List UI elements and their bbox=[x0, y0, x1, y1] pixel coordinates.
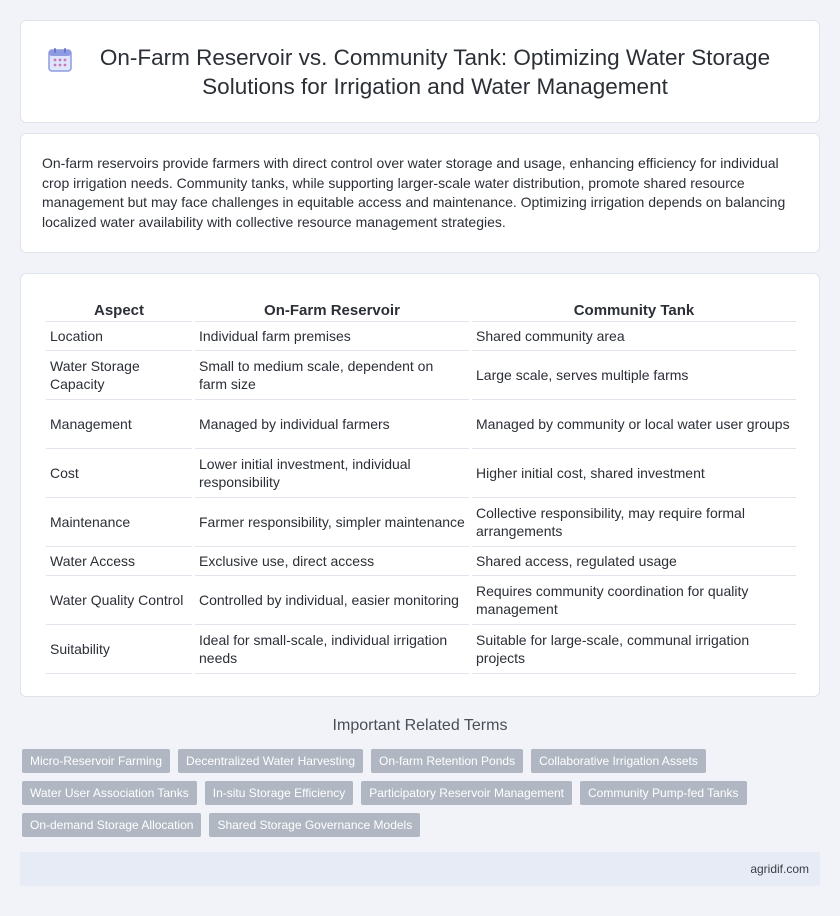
header-on-farm-reservoir: On-Farm Reservoir bbox=[195, 294, 469, 322]
cell-aspect: Water Access bbox=[46, 547, 192, 576]
cell-on-farm: Managed by individual farmers bbox=[195, 400, 469, 449]
cell-on-farm: Controlled by individual, easier monitoring bbox=[195, 576, 469, 625]
table-row bbox=[46, 351, 796, 400]
table-row bbox=[46, 576, 796, 625]
tag-participatory-reservoir-management[interactable]: Participatory Reservoir Management bbox=[361, 781, 572, 805]
tag-on-demand-storage-allocation[interactable]: On-demand Storage Allocation bbox=[22, 813, 201, 837]
cell-aspect: Management bbox=[46, 400, 192, 449]
header-aspect: Aspect bbox=[46, 294, 192, 322]
tag-in-situ-storage-efficiency[interactable]: In-situ Storage Efficiency bbox=[205, 781, 354, 805]
footer-site-link[interactable]: agridif.com bbox=[750, 862, 809, 876]
cell-on-farm: Lower initial investment, individual responsibility bbox=[195, 449, 469, 498]
comparison-table bbox=[43, 294, 799, 674]
cell-community: Collective responsibility, may require formal arrangements bbox=[472, 498, 796, 547]
cell-on-farm: Exclusive use, direct access bbox=[195, 547, 469, 576]
tag-micro-reservoir-farming[interactable]: Micro-Reservoir Farming bbox=[22, 749, 170, 773]
cell-on-farm: Individual farm premises bbox=[195, 322, 469, 351]
tag-collaborative-irrigation-assets[interactable]: Collaborative Irrigation Assets bbox=[531, 749, 706, 773]
cell-community: Shared community area bbox=[472, 322, 796, 351]
table-row bbox=[46, 322, 796, 351]
cell-aspect: Location bbox=[46, 322, 192, 351]
table-row bbox=[46, 498, 796, 547]
tag-decentralized-water-harvesting[interactable]: Decentralized Water Harvesting bbox=[178, 749, 363, 773]
tag-community-pump-fed-tanks[interactable]: Community Pump-fed Tanks bbox=[580, 781, 747, 805]
tag-on-farm-retention-ponds[interactable]: On-farm Retention Ponds bbox=[371, 749, 523, 773]
table-row bbox=[46, 547, 796, 576]
tag-shared-storage-governance-models[interactable]: Shared Storage Governance Models bbox=[209, 813, 420, 837]
cell-aspect: Water Storage Capacity bbox=[46, 351, 192, 400]
cell-community: Suitable for large-scale, communal irrigation projects bbox=[472, 625, 796, 674]
cell-community: Requires community coordination for quality management bbox=[472, 576, 796, 625]
table-row bbox=[46, 400, 796, 449]
page-title: On-Farm Reservoir vs. Community Tank: Optimizing Water Storage Solutions for Irrigation and Water Management bbox=[99, 44, 771, 99]
table-row bbox=[46, 449, 796, 498]
cell-on-farm: Farmer responsibility, simpler maintenance bbox=[195, 498, 469, 547]
tag-water-user-association-tanks[interactable]: Water User Association Tanks bbox=[22, 781, 197, 805]
cell-community: Managed by community or local water user groups bbox=[472, 400, 796, 449]
intro-paragraph: On-farm reservoirs provide farmers with direct control over water storage and usage, enhancing efficiency for individual crop irrigation needs. Community tanks, while supporting larger-scale water distribution, promote shared resource management but may face challenges in equitable access and maintenance. Optimizing irrigation depends on balancing localized water availability with collective resource management strategies. bbox=[42, 155, 786, 230]
footer-bar bbox=[20, 852, 820, 886]
title-wrap bbox=[21, 21, 819, 122]
cell-community: Shared access, regulated usage bbox=[472, 547, 796, 576]
comparison-card bbox=[20, 273, 820, 697]
cell-on-farm: Small to medium scale, dependent on farm size bbox=[195, 351, 469, 400]
related-terms-title: Important Related Terms bbox=[332, 717, 508, 734]
table-header-row bbox=[46, 294, 796, 322]
header-card bbox=[20, 20, 820, 123]
related-terms-tags bbox=[22, 749, 812, 837]
cell-aspect: Cost bbox=[46, 449, 192, 498]
header-community-tank: Community Tank bbox=[472, 294, 796, 322]
table-row bbox=[46, 625, 796, 674]
cell-aspect: Suitability bbox=[46, 625, 192, 674]
cell-on-farm: Ideal for small-scale, individual irrigation needs bbox=[195, 625, 469, 674]
cell-aspect: Water Quality Control bbox=[46, 576, 192, 625]
intro-card bbox=[20, 133, 820, 253]
cell-community: Large scale, serves multiple farms bbox=[472, 351, 796, 400]
cell-aspect: Maintenance bbox=[46, 498, 192, 547]
cell-community: Higher initial cost, shared investment bbox=[472, 449, 796, 498]
